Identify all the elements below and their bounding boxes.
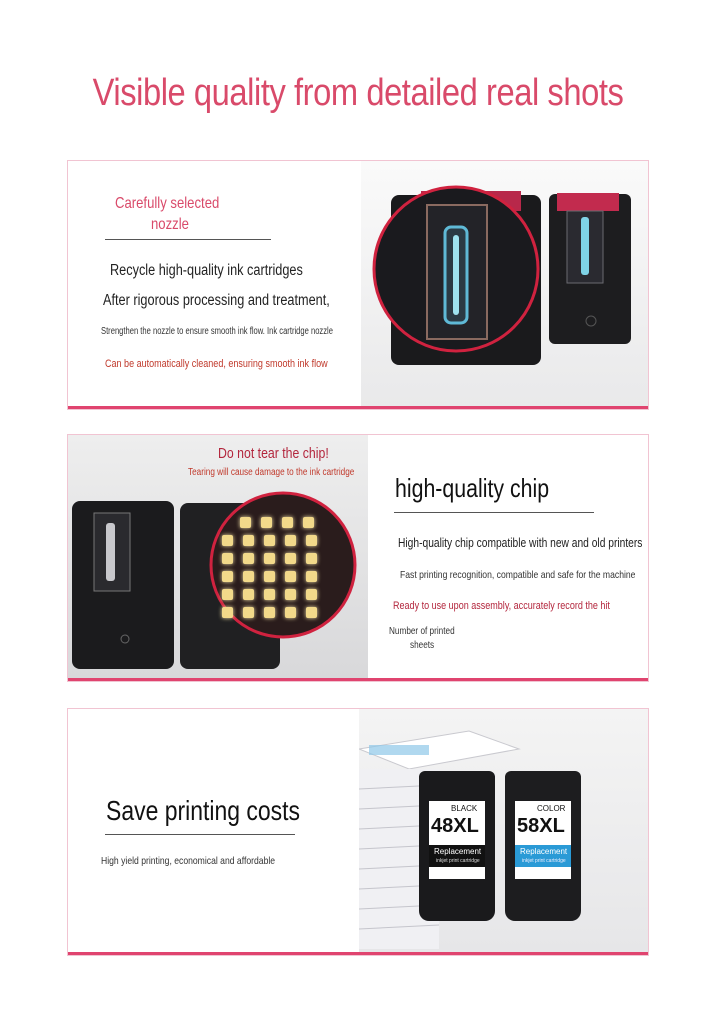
chip-line1: High-quality chip compatible with new and old printers bbox=[398, 536, 643, 550]
nozzle-line3: Strengthen the nozzle to ensure smooth ink flow. Ink cartridge nozzle bbox=[101, 326, 333, 337]
chip-contact-pad bbox=[285, 571, 296, 582]
chip-line3: Ready to use upon assembly, accurately record the hit bbox=[393, 600, 610, 612]
chip-contact-pad bbox=[303, 517, 314, 528]
chip-warning-sub: Tearing will cause damage to the ink cartridge bbox=[188, 467, 355, 478]
nozzle-panel-accent bbox=[68, 406, 648, 409]
nozzle-heading-line2: nozzle bbox=[151, 216, 189, 233]
cost-line1: High yield printing, economical and affordable bbox=[101, 855, 276, 867]
chip-contact-pad bbox=[222, 589, 233, 600]
paper-stack-illustration bbox=[359, 709, 649, 954]
chip-contact-pad bbox=[264, 589, 275, 600]
chip-contact-pad bbox=[306, 535, 317, 546]
cartridge-black-label2: inkjet print cartridge bbox=[436, 858, 480, 864]
cartridge-color-band bbox=[515, 845, 571, 867]
cartridge-black-label1: Replacement bbox=[434, 847, 482, 856]
cartridge-color-label1: Replacement bbox=[520, 847, 568, 856]
cost-photo bbox=[359, 709, 649, 954]
cartridge-black-label bbox=[429, 801, 485, 879]
nozzle-line1: Recycle high-quality ink cartridges bbox=[110, 262, 303, 279]
chip-contact-pad bbox=[243, 589, 254, 600]
cost-panel bbox=[67, 708, 649, 956]
chip-contact-pad bbox=[306, 553, 317, 564]
nozzle-line2: After rigorous processing and treatment, bbox=[103, 292, 330, 309]
cartridge-color-label bbox=[515, 801, 571, 879]
nozzle-heading-line1: Carefully selected bbox=[115, 195, 220, 212]
chip-contact-pad bbox=[285, 607, 296, 618]
cost-heading-divider bbox=[105, 834, 295, 835]
chip-contact-pad bbox=[306, 589, 317, 600]
chip-contact-pad bbox=[240, 517, 251, 528]
chip-heading-divider bbox=[394, 512, 594, 513]
cost-panel-accent bbox=[68, 952, 648, 955]
chip-contact-pad bbox=[264, 535, 275, 546]
chip-contact-pad bbox=[243, 535, 254, 546]
chip-contact-pad bbox=[222, 571, 233, 582]
chip-contact-pad bbox=[243, 571, 254, 582]
cartridge-black-band bbox=[429, 845, 485, 867]
chip-contact-pad bbox=[222, 535, 233, 546]
nozzle-cartridge-illustration bbox=[361, 161, 649, 408]
nozzle-panel bbox=[67, 160, 649, 410]
chip-contact-pad bbox=[282, 517, 293, 528]
cartridge-color bbox=[505, 771, 581, 921]
chip-line4a: Number of printed bbox=[389, 626, 455, 637]
chip-panel-accent bbox=[68, 678, 648, 681]
chip-contact-pad bbox=[285, 553, 296, 564]
chip-contact-pad bbox=[285, 535, 296, 546]
chip-contact-pad bbox=[222, 607, 233, 618]
chip-contact-pad bbox=[243, 607, 254, 618]
chip-warning: Do not tear the chip! bbox=[218, 445, 329, 462]
chip-contact-pad bbox=[264, 571, 275, 582]
cartridge-black-tag: BLACK bbox=[451, 804, 478, 813]
chip-panel bbox=[67, 434, 649, 682]
page-title: Visible quality from detailed real shots bbox=[92, 72, 624, 114]
chip-contact-pad bbox=[306, 571, 317, 582]
chip-contact-pad bbox=[264, 553, 275, 564]
chip-contacts bbox=[222, 517, 342, 627]
chip-contact-pad bbox=[306, 607, 317, 618]
cartridge-black-model: 48XL bbox=[431, 815, 479, 837]
chip-contact-pad bbox=[243, 553, 254, 564]
nozzle-line4: Can be automatically cleaned, ensuring smooth ink flow bbox=[105, 358, 328, 370]
chip-contact-pad bbox=[285, 589, 296, 600]
cartridge-color-label2: inkjet print cartridge bbox=[522, 858, 566, 864]
cartridge-color-tag: COLOR bbox=[537, 804, 566, 813]
nozzle-photo bbox=[361, 161, 649, 408]
chip-contact-pad bbox=[261, 517, 272, 528]
chip-contact-pad bbox=[264, 607, 275, 618]
chip-contact-pad bbox=[222, 553, 233, 564]
cartridge-color-model: 58XL bbox=[517, 815, 565, 837]
chip-line4b: sheets bbox=[410, 640, 435, 651]
nozzle-heading-divider bbox=[105, 239, 271, 240]
chip-heading: high-quality chip bbox=[395, 473, 550, 503]
cost-heading: Save printing costs bbox=[106, 795, 300, 826]
cartridge-black bbox=[419, 771, 495, 921]
chip-line2: Fast printing recognition, compatible and safe for the machine bbox=[400, 569, 636, 581]
